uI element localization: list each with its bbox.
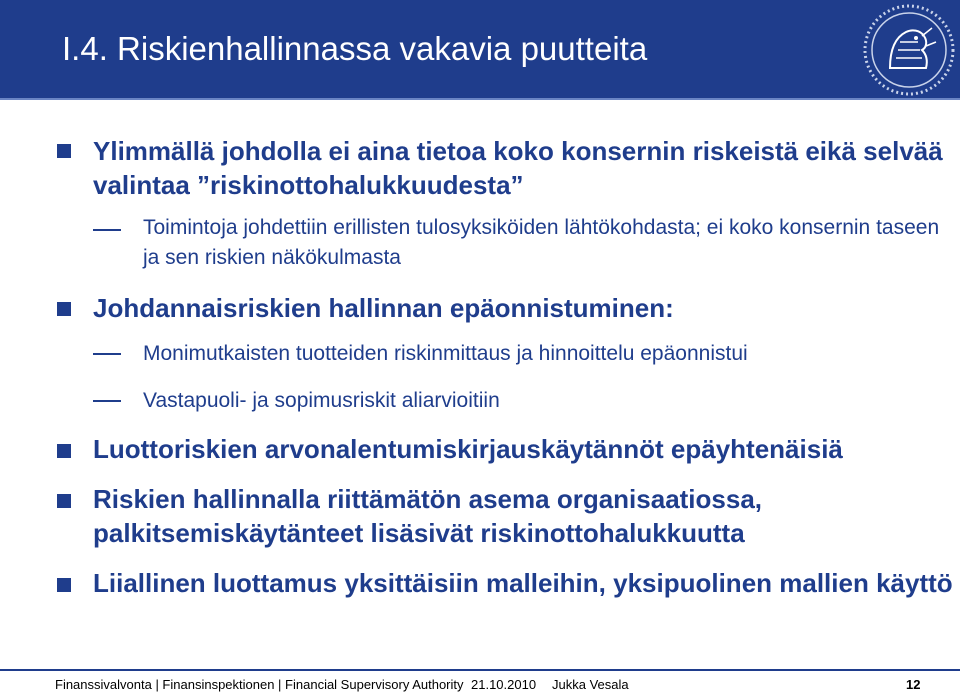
slide-title: I.4. Riskienhallinnassa vakavia puutteita <box>62 30 648 67</box>
footer-divider <box>0 669 960 671</box>
square-bullet-icon <box>57 302 71 316</box>
bullet-text: Riskien hallinnalla riittämätön asema organisaatiossa, palkitsemiskäytänteet lisäsivät riskinottohalukkuutta <box>93 484 763 548</box>
dash-bullet-icon <box>93 229 121 231</box>
slide-header <box>0 0 960 100</box>
page-number: 12 <box>906 677 921 692</box>
bullet-text: Liiallinen luottamus yksittäisiin malleihin, yksipuolinen mallien käyttö <box>93 568 953 598</box>
square-bullet-icon <box>57 494 71 508</box>
bullet-text: Ylimmällä johdolla ei aina tietoa koko konsernin riskeistä eikä selvää valintaa ”riskinottohalukkuudesta” <box>93 136 943 200</box>
dash-bullet-icon <box>93 400 121 402</box>
footer-author: Jukka Vesala <box>552 677 629 692</box>
bullet-text: Luottoriskien arvonalentumiskirjauskäytännöt epäyhtenäisiä <box>93 434 843 464</box>
footer-date: 21.10.2010 <box>471 677 537 692</box>
lion-crest-icon <box>860 2 958 98</box>
square-bullet-icon <box>57 578 71 592</box>
dash-bullet-icon <box>93 353 121 355</box>
square-bullet-icon <box>57 144 71 158</box>
footer-organization: Finanssivalvonta | Finansinspektionen | Financial Supervisory Authority <box>55 677 464 692</box>
sub-bullet-text: Vastapuoli- ja sopimusriskit aliarvioitiin <box>143 389 500 412</box>
sub-bullet-text: Monimutkaisten tuotteiden riskinmittaus ja hinnoittelu epäonnistui <box>143 342 748 365</box>
sub-bullet-text: Toimintoja johdettiin erillisten tulosyksiköiden lähtökohdasta; ei koko konsernin taseen ja sen riskien näkökulmasta <box>143 216 940 269</box>
square-bullet-icon <box>57 444 71 458</box>
bullet-text: Johdannaisriskien hallinnan epäonnistuminen: <box>93 293 674 323</box>
